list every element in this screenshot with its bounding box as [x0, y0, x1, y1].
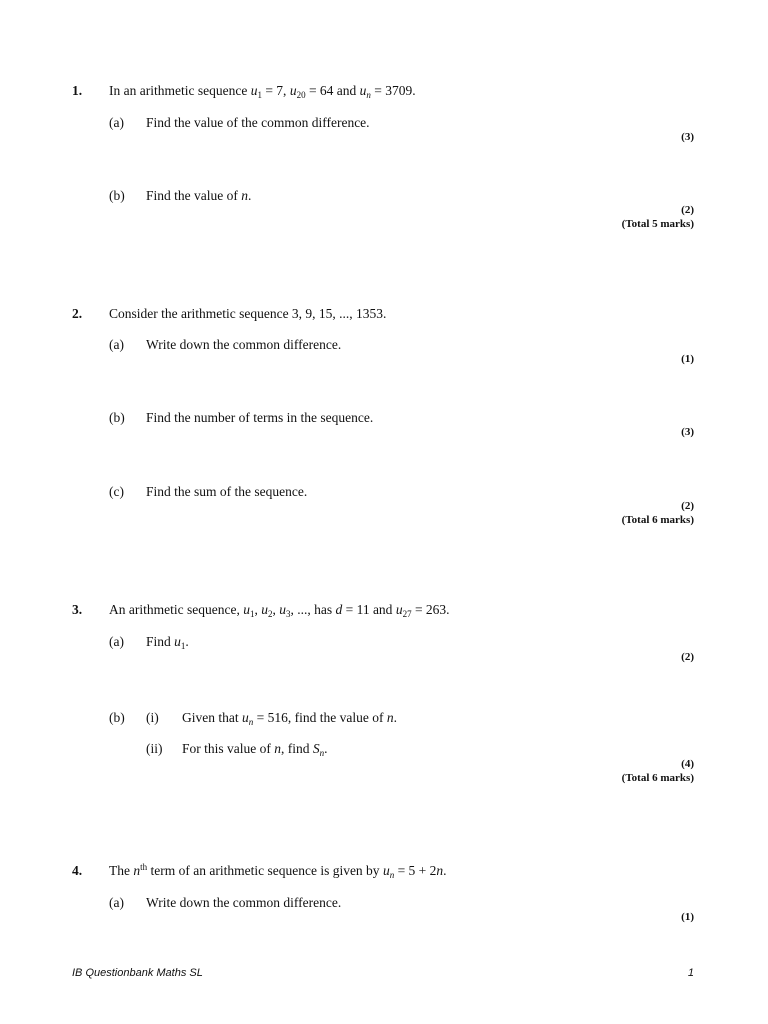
footer-page-number: 1: [687, 967, 694, 979]
question-3b-marks: (4): [681, 758, 694, 770]
question-3-total-marks: (Total 6 marks): [621, 772, 694, 784]
question-2b-label: (b): [109, 410, 125, 425]
question-2a-marks: (1): [681, 353, 694, 365]
question-2-number: 2.: [72, 306, 83, 321]
question-1-total-marks: (Total 5 marks): [621, 218, 694, 230]
question-3b-i-label: (i): [146, 710, 159, 725]
question-2c-label: (c): [109, 484, 124, 499]
footer-source: IB Questionbank Maths SL: [72, 967, 203, 979]
question-4a-text: Write down the common difference.: [146, 895, 342, 910]
question-3a-label: (a): [109, 634, 124, 649]
question-1b-text: Find the value of n.: [146, 188, 252, 203]
question-1a-marks: (3): [681, 131, 694, 143]
question-2c-marks: (2): [681, 500, 694, 512]
question-3a-text: Find $u_1$.: [146, 634, 189, 651]
question-2b-marks: (3): [681, 426, 694, 438]
question-2b-text: Find the number of terms in the sequence.: [146, 410, 374, 425]
question-3b-label: (b): [109, 710, 125, 725]
question-2a-label: (a): [109, 337, 124, 352]
question-2c-text: Find the sum of the sequence.: [146, 484, 308, 499]
question-4-number: 4.: [72, 863, 83, 878]
question-3a-marks: (2): [681, 651, 694, 663]
question-2a-text: Write down the common difference.: [146, 337, 342, 352]
question-3-stem: An arithmetic sequence, $u_1$, $u_2$, $u_3$, ..., has d = 11 and $u_{27} = 263$.: [109, 602, 450, 619]
question-2-total-marks: (Total 6 marks): [621, 514, 694, 526]
question-1b-marks: (2): [681, 204, 694, 216]
question-4a-marks: (1): [681, 911, 694, 923]
question-1a-label: (a): [109, 115, 124, 130]
question-1-stem: In an arithmetic sequence $u_1 = 7$, $u_{20} = 64$ and $u_n = 3709$.: [109, 83, 416, 100]
question-3b-ii-text: For this value of n, find $S_n$.: [182, 741, 328, 758]
question-4-stem: The $n^{th}$ term of an arithmetic sequence is given by $u_n = 5 + 2n$.: [109, 862, 447, 880]
question-4a-label: (a): [109, 895, 124, 910]
question-3b-ii-label: (ii): [146, 741, 163, 756]
question-1b-label: (b): [109, 188, 125, 203]
question-3b-i-text: Given that $u_n = 516$, find the value of n.: [182, 710, 397, 727]
question-1a-text: Find the value of the common difference.: [146, 115, 370, 130]
question-3-number: 3.: [72, 602, 83, 617]
question-2-stem: Consider the arithmetic sequence 3, 9, 15, ..., 1353.: [109, 306, 387, 321]
question-1-number: 1.: [72, 83, 83, 98]
